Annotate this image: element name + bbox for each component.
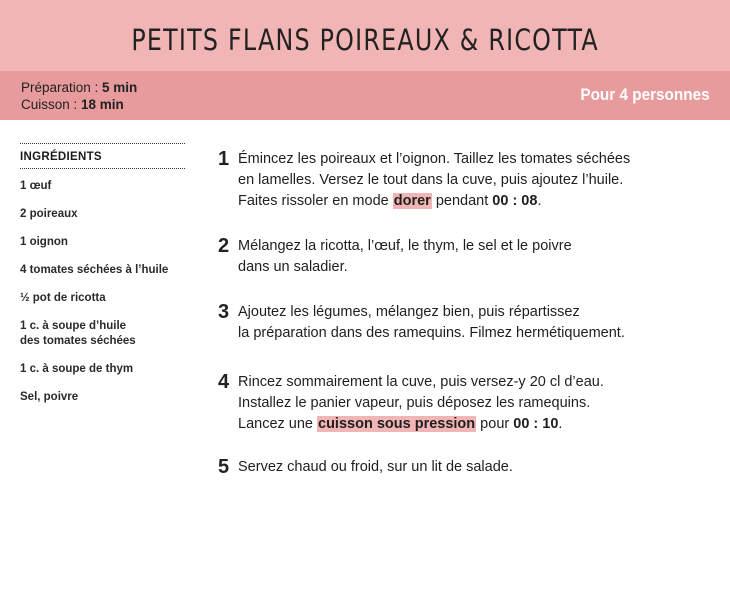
- step-number: 4: [218, 371, 230, 393]
- ingredient-line: 1 c. à soupe d’huile: [20, 320, 127, 332]
- step-line-part: .: [558, 416, 563, 432]
- cook-time: [21, 96, 137, 113]
- step-line-part: .: [537, 193, 542, 209]
- step-line: Émincez les poireaux et l’oignon. Taillez les tomates séchées: [238, 151, 631, 167]
- ingredient-item: 1 c. à soupe de thym: [20, 363, 134, 375]
- cooking-mode-highlight: cuisson sous pression: [318, 416, 476, 432]
- ingredient-item: [20, 319, 185, 349]
- ingredient-line: des tomates séchées: [20, 335, 136, 347]
- cooking-mode-highlight: dorer: [393, 193, 431, 209]
- ingredients-panel: [20, 143, 185, 405]
- step-text: [238, 371, 604, 435]
- step-line: dans un saladier.: [238, 259, 348, 275]
- step-number: 5: [218, 456, 230, 478]
- ingredients-heading: INGRÉDIENTS: [20, 143, 185, 169]
- title-band: [0, 0, 730, 71]
- step-3: [218, 301, 718, 344]
- step-4: [218, 371, 718, 435]
- ingredient-item: 2 poireaux: [20, 208, 78, 220]
- recipe-title: PETITS FLANS POIREAUX & RICOTTA: [131, 22, 599, 57]
- step-number: 3: [218, 301, 230, 323]
- step-line: Mélangez la ricotta, l’œuf, le thym, le sel et le poivre: [238, 238, 572, 254]
- prep-time-value: 5 min: [102, 80, 138, 95]
- step-line-part: Faites rissoler en mode: [238, 193, 393, 209]
- step-text: [238, 235, 572, 278]
- ingredient-item: 1 œuf: [20, 180, 52, 192]
- step-line: la préparation dans des ramequins. Filmez hermétiquement.: [238, 325, 625, 341]
- prep-time-label: Préparation :: [21, 80, 103, 95]
- step-line: Ajoutez les légumes, mélangez bien, puis répartissez: [238, 304, 580, 320]
- step-number: 2: [218, 235, 230, 257]
- step-line: Rincez sommairement la cuve, puis versez-y 20 cl d’eau.: [238, 374, 604, 390]
- cook-time-label: Cuisson :: [21, 97, 82, 112]
- step-1: [218, 148, 718, 212]
- step-line-part: pour: [476, 416, 514, 432]
- step-text: [238, 456, 513, 478]
- step-line: en lamelles. Versez le tout dans la cuve, puis ajoutez l’huile.: [238, 172, 624, 188]
- step-line: Servez chaud ou froid, sur un lit de salade.: [238, 459, 513, 475]
- ingredient-item: ½ pot de ricotta: [20, 292, 106, 304]
- prep-time: [21, 79, 137, 96]
- step-number: 1: [218, 148, 230, 170]
- ingredient-item: 4 tomates séchées à l’huile: [20, 264, 169, 276]
- step-line-part: pendant: [431, 193, 493, 209]
- ingredient-item: Sel, poivre: [20, 391, 79, 403]
- step-line: Installez le panier vapeur, puis déposez les ramequins.: [238, 395, 591, 411]
- cook-time-value: 18 min: [81, 97, 124, 112]
- step-5: [218, 456, 718, 478]
- step-text: [238, 148, 630, 212]
- info-band: [0, 71, 730, 120]
- step-line-part: Lancez une: [238, 416, 318, 432]
- ingredients-list: [20, 179, 185, 405]
- cooking-time: 00 : 10: [513, 416, 559, 432]
- cooking-time: 00 : 08: [492, 193, 538, 209]
- servings: Pour 4 personnes: [580, 85, 710, 104]
- recipe-times: [21, 79, 137, 113]
- step-2: [218, 235, 718, 278]
- step-text: [238, 301, 625, 344]
- ingredient-item: 1 oignon: [20, 236, 68, 248]
